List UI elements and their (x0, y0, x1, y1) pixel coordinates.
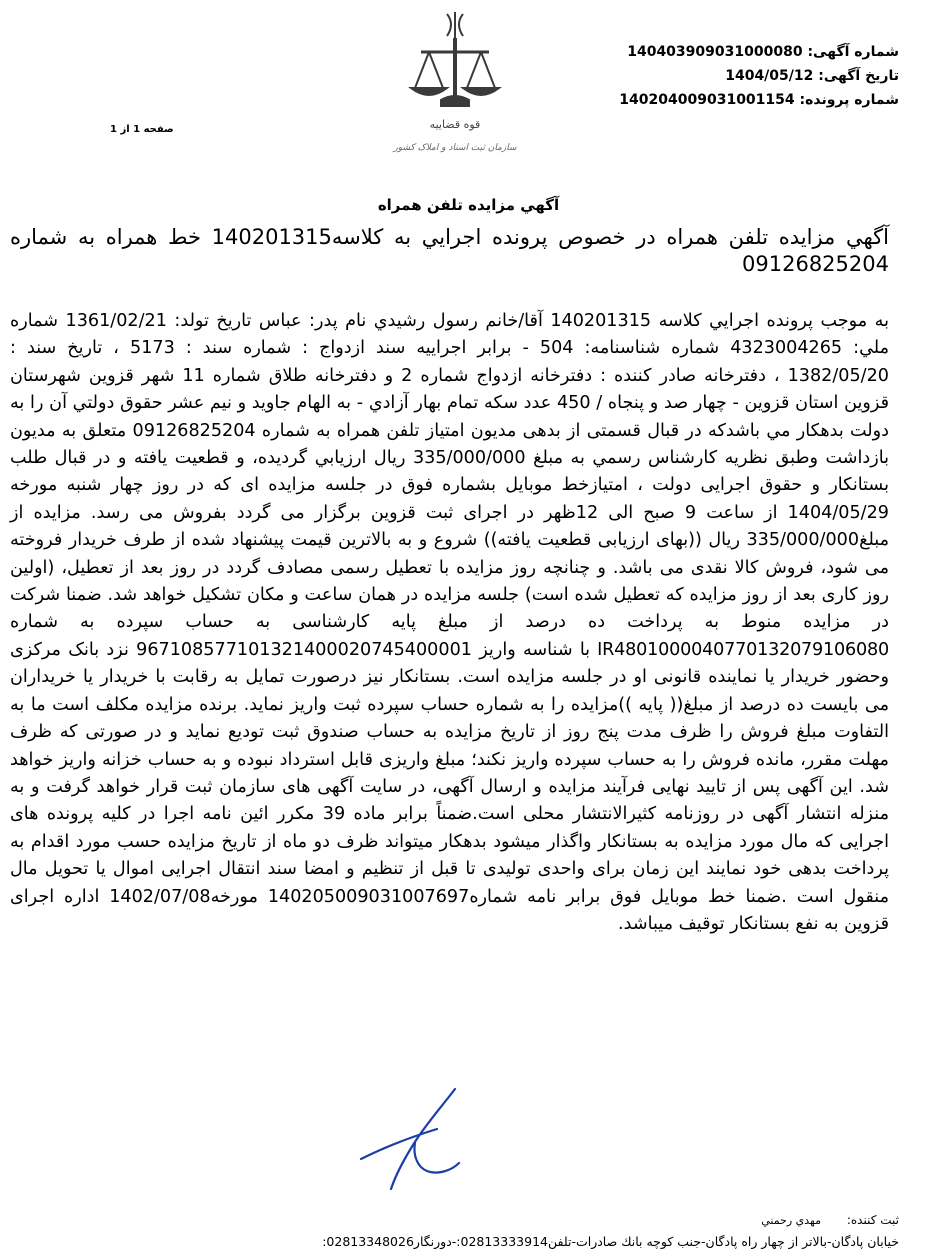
signature-icon (355, 1085, 465, 1195)
registrar-name: مهدي رحمني (761, 1214, 822, 1227)
document-title: آگهي مزايده تلفن همراه (377, 196, 560, 214)
announcement-number-label: شماره آگهی: (807, 44, 899, 60)
emblem-org-line2: سازمان ثبت اسناد و املاک کشور (393, 143, 517, 153)
document-subtitle: آگهي مزايده تلفن همراه در خصوص پرونده اجرايي به كلاسه140201315 خط همراه به شماره 09126825204 (10, 225, 889, 276)
emblem-org-line1: قوه قضاییه (429, 118, 481, 131)
office-address-footer: خيابان پادگان-بالاتر از چهار راه پادگان-جنب كوچه بانك صادرات-تلفن02813333914:-دورنگار02813348026: (322, 1234, 899, 1249)
announcement-body: به موجب پرونده اجرايي كلاسه 140201315 آقا/خانم رسول رشيدي نام پدر: عباس تاريخ تولد: 1361/02/21 شماره ملي: 4323004265 شماره شناسنامه: 504 - برابر اجراييه سند ازدواج : شماره سند : 5173 ، تاريخ سند : 1382/05/20 ، دفترخانه صادر كننده : دفترخانه ازدواج شماره 2 و دفترخانه طلاق شماره 11 شهر قزوين شهرستان قزوين استان قزوين - چهار صد و پنجاه / 450 عدد سكه تمام بهار آزادي - به الهام جاويد و نيم عشر حقوق دولتي آن را به دولت بدهكار مي باشدكه در قبال قسمتی از بدهی مديون امتياز تلفن همراه به شماره 09126825204 متعلق به مديون بازداشت وطبق نظريه كارشناس رسمي به مبلغ 335/000/000 ريال ارزيابي گرديده، و قطعيت يافته و در قبال طلب بستانكار و حقوق اجرايی دولت ، امتيازخط موبايل بشماره فوق در جلسه مزايده ای كه در روز چهار شنبه مورخه 1404/05/29 از ساعت 9 صبح الی 12ظهر در اجرای ثبت قزوين برگزار می گردد بفروش می رسد. مزايده از مبلغ335/000/000 ريال ((بهای ارزيابی قطعيت يافته)) شروع و به بالاترين قيمت پيشنهاد شده از طرف خريدار فروخته می شود، فروش كالا نقدی می باشد. و چنانچه روز مزايده با تعطيل رسمی مصادف گردد در روز بعد از تعطيل، (اولين روز كاری بعد از روز مزايده كه تعطيل شده است) جلسه مزايده در همان ساعت و مكان تشكيل خواهد شد. ضمنا شركت در مزايده منوط به پرداخت ده درصد از مبلغ پايه كارشناسی به حساب سپرده به شماره IR480100004077013207910608​0 با شناسه واريز 967108577101321400020745400001 نزد بانک مرکزی وحضور خريدار يا نماينده قانونی او در جلسه مزايده است. بستانكار نيز درصورت تمايل به رقابت با خريدار يا خريداران می بايست ده درصد از مبلغ(( پايه ))مزايده را به شماره حساب سپرده ثبت واريز نمايد. برنده مزايده مكلف است ما به التفاوت مبلغ فروش را ظرف مدت پنج روز از تاريخ مزايده به حساب صندوق ثبت توديع نمايد و در صورتی كه ظرف مهلت مقرر، مانده فروش را به حساب سپرده واريز نكند؛ مبلغ واريزی قابل استرداد نبوده و به حساب خزانه واريز خواهد شد. اين آگهی پس از تاييد نهايی فرآيند مزايده و ارسال آگهی، در سايت آگهی های سازمان ثبت قرار خواهد گرفت و به منزله انتشار آگهی در روزنامه كثيرالانتشار محلی است.ضمناً برابر ماده 39 مكرر ائين نامه اجرا در كليه پرونده های اجرايی كه مال مورد مزايده به بستانكار واگذار ميشود بدهكار ميتواند ظرف دو ماه از تاريخ مزايده حسب مورد اقدام به پرداخت بدهی خود نمايند اين زمان برای واحدی توليدی تا قبل از تنظيم و امضا سند انتقال اجرايی اموال يا تحويل مال منقول است .ضمنا خط موبايل فوق برابر نامه شماره140205009031007697 مورخه1402/07/08 اداره اجرای قزوين به نفع بستانكار توقيف ميباشد. (10, 311, 890, 934)
announcement-meta (569, 40, 899, 112)
case-number-row (569, 88, 899, 112)
announcement-date-row (569, 64, 899, 88)
judiciary-emblem-icon (385, 8, 525, 158)
case-number-label: شماره پرونده: (799, 92, 899, 108)
announcement-number: 14040390903100008​0 (627, 44, 803, 60)
registrar (761, 1213, 899, 1227)
announcement-date: 1404/05/12 (725, 68, 814, 84)
page-number: صفحه 1 از 1 (110, 124, 174, 135)
announcement-number-row (569, 40, 899, 64)
registrar-label: ثبت کننده: (846, 1213, 899, 1227)
announcement-date-label: تاریخ آگهی: (818, 68, 899, 84)
case-number: 140204009031001154 (619, 92, 795, 108)
